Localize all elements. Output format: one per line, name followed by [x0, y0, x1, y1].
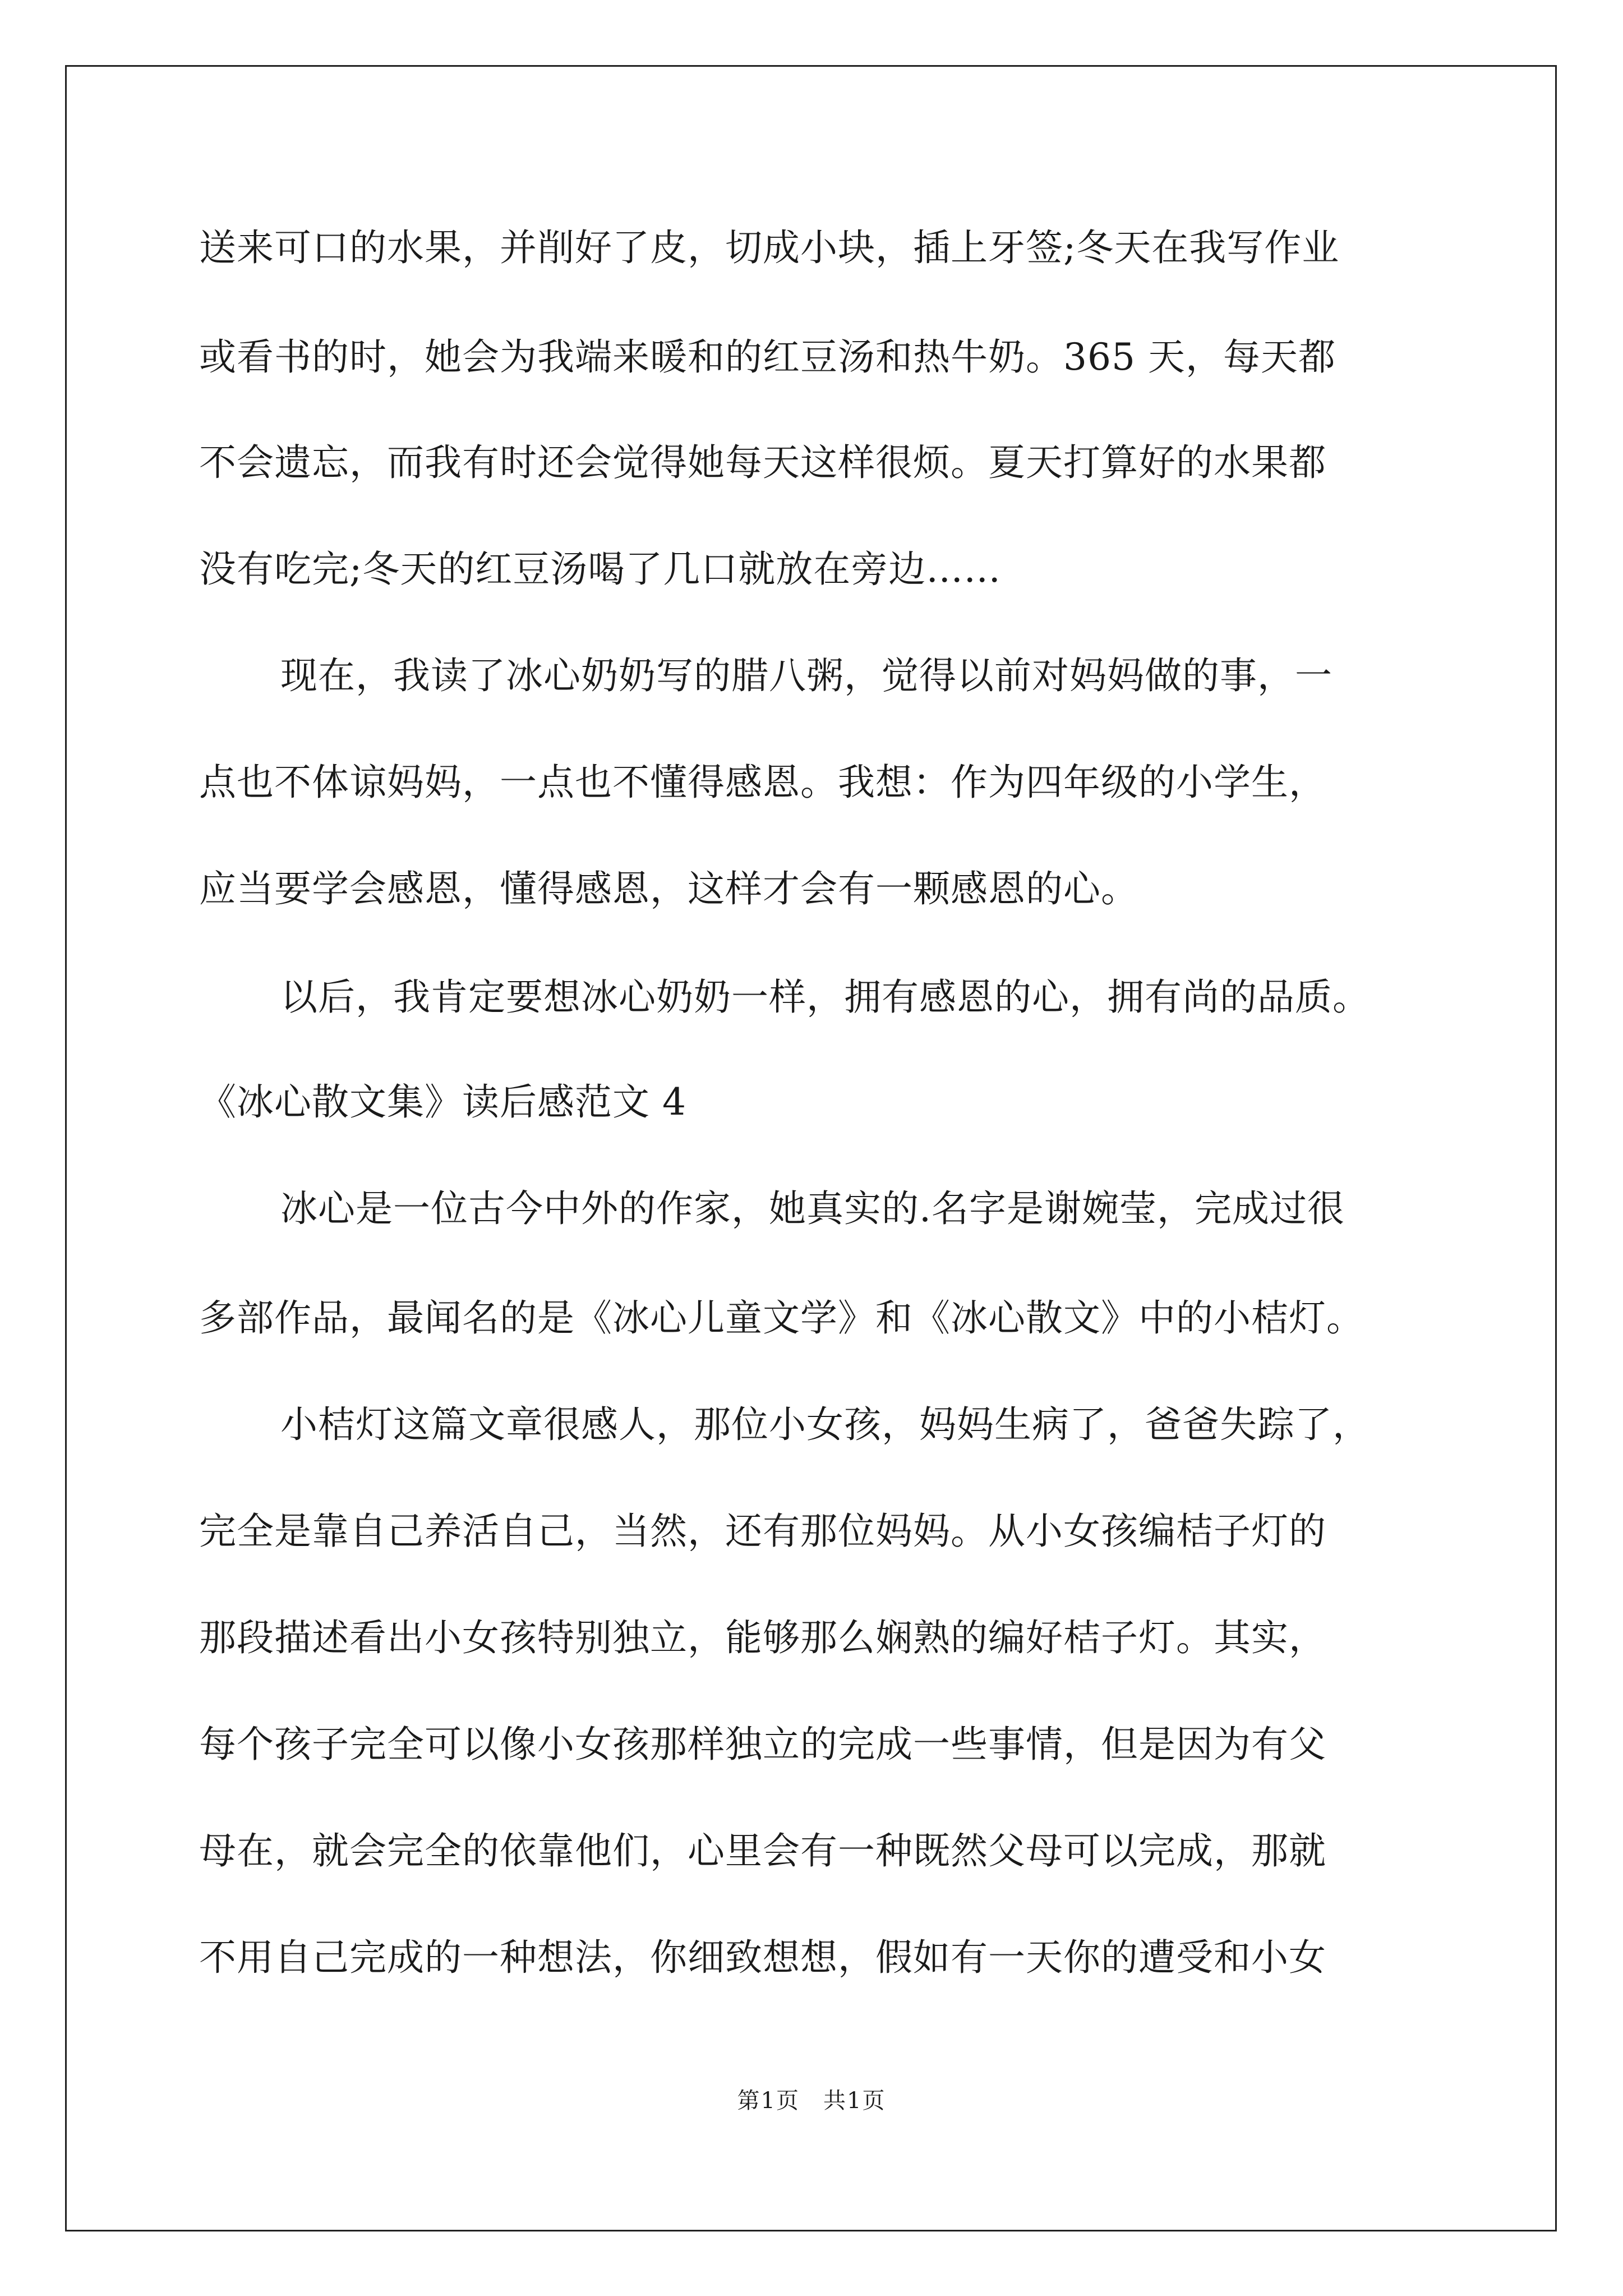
text-line: 不用自己完成的一种想法，你细致想想，假如有一天你的遭受和小女 [199, 1936, 1326, 1979]
paragraph-start-line: 小桔灯这篇文章很感人，那位小女孩，妈妈生病了，爸爸失踪了， [280, 1403, 1370, 1446]
text-line: 多部作品，最闻名的是《冰心儿童文学》和《冰心散文》中的小桔灯。 [199, 1296, 1364, 1340]
text-line: 那段描述看出小女孩特别独立，能够那么娴熟的编好桔子灯。其实， [199, 1616, 1326, 1659]
page-number-footer: 第1页 共1页 [737, 2088, 886, 2114]
text-line: 每个孩子完全可以像小女孩那样独立的完成一些事情，但是因为有父 [199, 1723, 1326, 1766]
text-line: 母在，就会完全的依靠他们，心里会有一种既然父母可以完成，那就 [199, 1829, 1326, 1872]
text-line: 应当要学会感恩，懂得感恩，这样才会有一颗感恩的心。 [199, 867, 1138, 910]
paragraph-start-line: 现在，我读了冰心奶奶写的腊八粥，觉得以前对妈妈做的事，一 [280, 654, 1332, 697]
section-heading: 《冰心散文集》读后感范文 4 [199, 1080, 686, 1124]
text-line: 不会遗忘，而我有时还会觉得她每天这样很烦。夏天打算好的水果都 [199, 441, 1326, 484]
text-line: 点也不体谅妈妈，一点也不懂得感恩。我想：作为四年级的小学生， [199, 761, 1326, 804]
text-line: 或看书的时，她会为我端来暖和的红豆汤和热牛奶。365 天，每天都 [199, 335, 1336, 379]
text-line: 没有吃完;冬天的红豆汤喝了几口就放在旁边…… [199, 547, 1002, 591]
paragraph-start-line: 以后，我肯定要想冰心奶奶一样，拥有感恩的心，拥有尚的品质。 [280, 976, 1370, 1019]
paragraph-start-line: 冰心是一位古今中外的作家，她真实的.名字是谢婉莹，完成过很 [280, 1187, 1345, 1230]
page-border [65, 65, 1557, 2231]
text-line: 完全是靠自己养活自己，当然，还有那位妈妈。从小女孩编桔子灯的 [199, 1510, 1326, 1553]
text-line: 送来可口的水果，并削好了皮，切成小块，插上牙签;冬天在我写作业 [199, 226, 1340, 269]
